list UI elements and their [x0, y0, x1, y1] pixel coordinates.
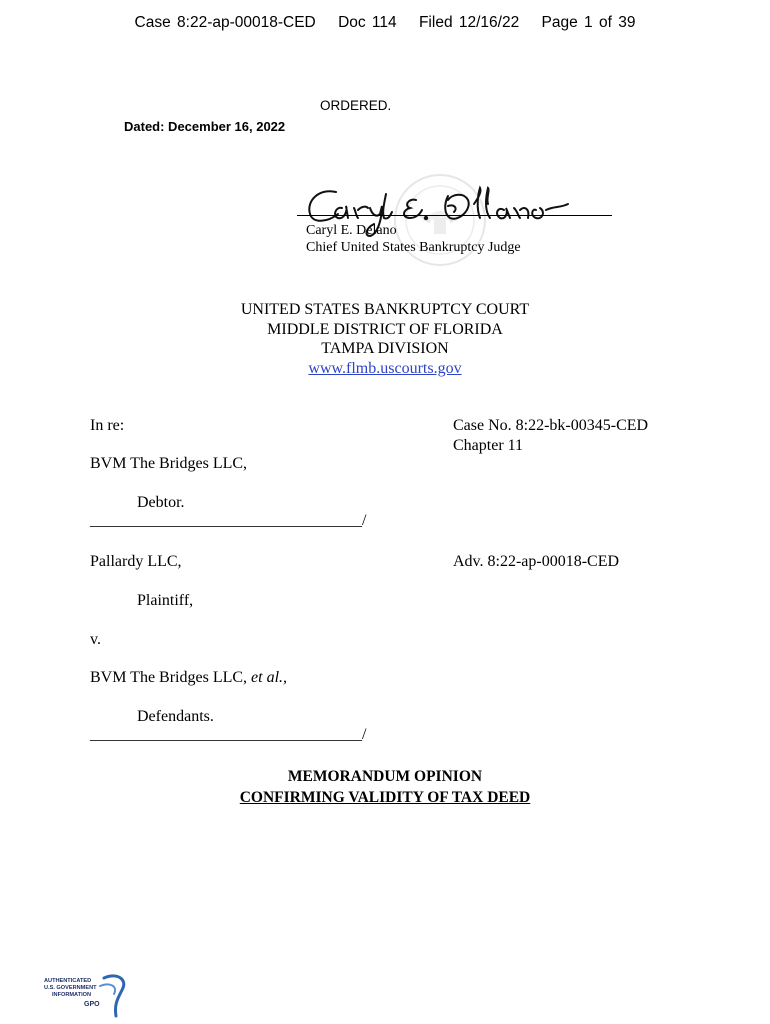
gpo-authenticated-logo — [44, 972, 134, 1020]
opinion-title-line2: CONFIRMING VALIDITY OF TAX DEED — [239, 789, 531, 806]
judge-name: Caryl E. Delano — [306, 223, 397, 238]
signature-line — [297, 215, 612, 216]
chapter-label: Chapter 11 — [453, 437, 524, 454]
et-al-label: et al., — [251, 669, 288, 686]
ordered-label: ORDERED. — [320, 98, 392, 113]
gpo-logo-line2: U.S. GOVERNMENT — [44, 985, 97, 991]
court-name: UNITED STATES BANKRUPTCY COURT — [240, 301, 530, 318]
court-division: TAMPA DIVISION — [321, 340, 449, 357]
adversary-number: Adv. 8:22-ap-00018-CED — [453, 553, 620, 570]
opinion-title-line1: MEMORANDUM OPINION — [287, 768, 483, 785]
plaintiff-name: Pallardy LLC, — [90, 553, 182, 570]
versus-label: v. — [90, 631, 101, 648]
debtor-label: Debtor. — [137, 494, 185, 511]
caption-separator-2: __________________________________/ — [90, 726, 367, 743]
caption-separator-1: __________________________________/ — [90, 512, 367, 529]
plaintiff-label: Plaintiff, — [137, 592, 194, 609]
filed-date-stamp: Filed 12/16/22 — [418, 14, 520, 31]
in-re-label: In re: — [90, 417, 125, 434]
page-count-stamp: Page 1 of 39 — [541, 14, 636, 31]
gpo-logo-line1: AUTHENTICATED — [44, 978, 92, 984]
gpo-logo-mark: GPO — [84, 1001, 100, 1008]
defendant-name: BVM The Bridges LLC, — [90, 669, 252, 686]
case-number: Case No. 8:22-bk-00345-CED — [453, 417, 649, 434]
defendant-name-line — [90, 669, 287, 687]
filing-stamp-header — [0, 14, 770, 32]
case-number-stamp: Case 8:22-ap-00018-CED — [134, 14, 316, 31]
court-heading — [0, 300, 770, 378]
defendants-label: Defendants. — [137, 708, 214, 725]
judge-title: Chief United States Bankruptcy Judge — [306, 240, 521, 255]
doc-number-stamp: Doc 114 — [338, 14, 397, 31]
court-website-link[interactable]: www.flmb.uscourts.gov — [308, 359, 462, 377]
gpo-logo-line3: INFORMATION — [52, 992, 92, 998]
debtor-name: BVM The Bridges LLC, — [90, 455, 248, 472]
court-district: MIDDLE DISTRICT OF FLORIDA — [267, 320, 503, 338]
opinion-title — [0, 766, 770, 808]
dated-label: Dated: December 16, 2022 — [124, 119, 286, 134]
